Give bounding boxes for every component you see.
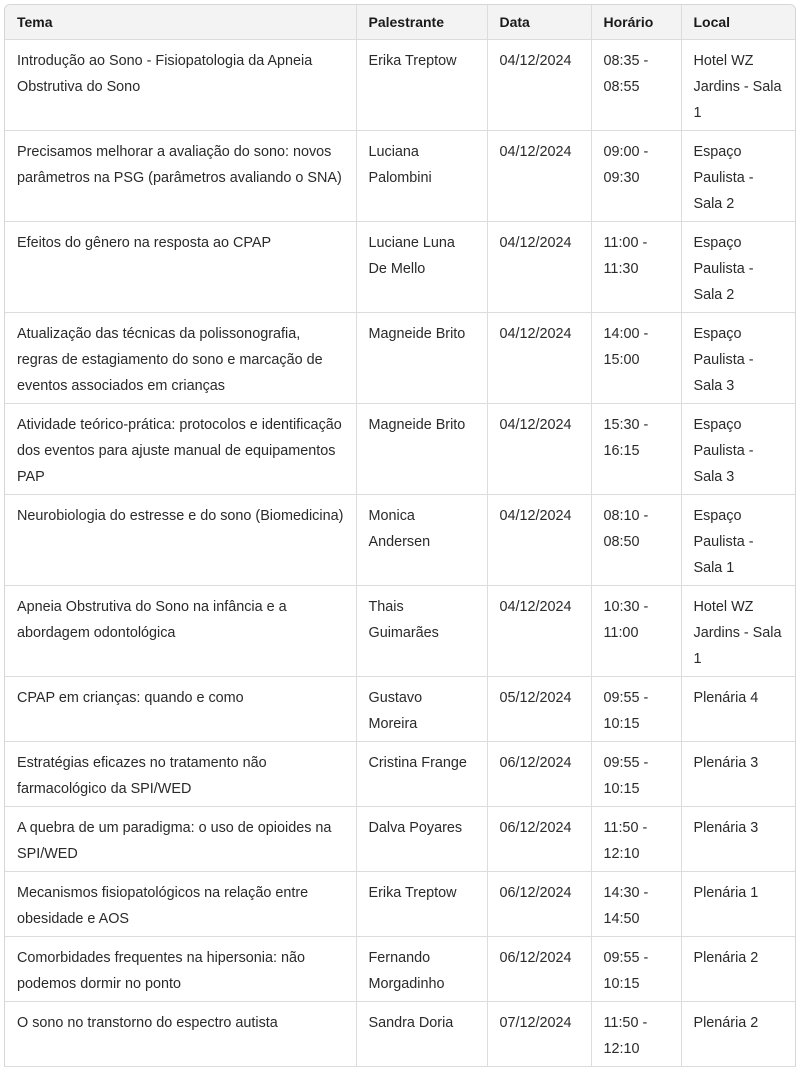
- cell-data: 04/12/2024: [487, 222, 591, 313]
- cell-palestrante: Erika Treptow: [356, 872, 487, 937]
- cell-horario: 08:35 - 08:55: [591, 40, 681, 131]
- cell-horario: 09:55 - 10:15: [591, 742, 681, 807]
- table-header-row: [5, 5, 795, 40]
- schedule-table: [5, 5, 795, 1067]
- table-row: [5, 40, 795, 131]
- cell-local: Plenária 4: [681, 677, 795, 742]
- table-row: [5, 586, 795, 677]
- cell-horario: 09:00 - 09:30: [591, 131, 681, 222]
- table-row: [5, 313, 795, 404]
- cell-palestrante: Gustavo Moreira: [356, 677, 487, 742]
- header-tema: Tema: [5, 5, 356, 40]
- cell-local: Espaço Paulista - Sala 3: [681, 313, 795, 404]
- cell-data: 04/12/2024: [487, 404, 591, 495]
- cell-palestrante: Erika Treptow: [356, 40, 487, 131]
- cell-data: 07/12/2024: [487, 1002, 591, 1067]
- cell-tema: CPAP em crianças: quando e como: [5, 677, 356, 742]
- table-row: [5, 677, 795, 742]
- table-row: [5, 495, 795, 586]
- cell-tema: O sono no transtorno do espectro autista: [5, 1002, 356, 1067]
- cell-local: Espaço Paulista - Sala 2: [681, 131, 795, 222]
- header-palestrante: Palestrante: [356, 5, 487, 40]
- cell-data: 04/12/2024: [487, 131, 591, 222]
- cell-horario: 14:00 - 15:00: [591, 313, 681, 404]
- cell-tema: Introdução ao Sono - Fisiopatologia da Apneia Obstrutiva do Sono: [5, 40, 356, 131]
- table-row: [5, 222, 795, 313]
- cell-horario: 11:00 - 11:30: [591, 222, 681, 313]
- cell-data: 04/12/2024: [487, 495, 591, 586]
- cell-palestrante: Dalva Poyares: [356, 807, 487, 872]
- cell-local: Plenária 1: [681, 872, 795, 937]
- cell-data: 04/12/2024: [487, 586, 591, 677]
- cell-local: Espaço Paulista - Sala 1: [681, 495, 795, 586]
- cell-tema: Neurobiologia do estresse e do sono (Biomedicina): [5, 495, 356, 586]
- cell-tema: A quebra de um paradigma: o uso de opioides na SPI/WED: [5, 807, 356, 872]
- cell-palestrante: Magneide Brito: [356, 313, 487, 404]
- cell-horario: 14:30 - 14:50: [591, 872, 681, 937]
- cell-palestrante: Monica Andersen: [356, 495, 487, 586]
- cell-horario: 11:50 - 12:10: [591, 1002, 681, 1067]
- cell-tema: Precisamos melhorar a avaliação do sono: novos parâmetros na PSG (parâmetros avaliando o SNA): [5, 131, 356, 222]
- cell-horario: 08:10 - 08:50: [591, 495, 681, 586]
- cell-local: Hotel WZ Jardins - Sala 1: [681, 586, 795, 677]
- cell-local: Plenária 3: [681, 807, 795, 872]
- table-row: [5, 807, 795, 872]
- header-horario: Horário: [591, 5, 681, 40]
- header-data: Data: [487, 5, 591, 40]
- cell-data: 06/12/2024: [487, 807, 591, 872]
- cell-data: 06/12/2024: [487, 937, 591, 1002]
- cell-local: Espaço Paulista - Sala 2: [681, 222, 795, 313]
- table-row: [5, 1002, 795, 1067]
- cell-local: Plenária 2: [681, 1002, 795, 1067]
- cell-horario: 10:30 - 11:00: [591, 586, 681, 677]
- cell-tema: Apneia Obstrutiva do Sono na infância e a abordagem odontológica: [5, 586, 356, 677]
- cell-tema: Atualização das técnicas da polissonografia, regras de estagiamento do sono e marcação de eventos associados em crianças: [5, 313, 356, 404]
- cell-palestrante: Sandra Doria: [356, 1002, 487, 1067]
- cell-data: 06/12/2024: [487, 872, 591, 937]
- cell-data: 04/12/2024: [487, 40, 591, 131]
- table-row: [5, 937, 795, 1002]
- cell-tema: Mecanismos fisiopatológicos na relação entre obesidade e AOS: [5, 872, 356, 937]
- table-row: [5, 742, 795, 807]
- cell-palestrante: Luciana Palombini: [356, 131, 487, 222]
- cell-palestrante: Cristina Frange: [356, 742, 487, 807]
- cell-tema: Atividade teórico-prática: protocolos e identificação dos eventos para ajuste manual de equipamentos PAP: [5, 404, 356, 495]
- cell-local: Plenária 3: [681, 742, 795, 807]
- cell-local: Plenária 2: [681, 937, 795, 1002]
- cell-local: Hotel WZ Jardins - Sala 1: [681, 40, 795, 131]
- schedule-table-container: [4, 4, 796, 1067]
- cell-tema: Comorbidades frequentes na hipersonia: não podemos dormir no ponto: [5, 937, 356, 1002]
- cell-horario: 15:30 - 16:15: [591, 404, 681, 495]
- cell-data: 06/12/2024: [487, 742, 591, 807]
- cell-data: 04/12/2024: [487, 313, 591, 404]
- cell-palestrante: Magneide Brito: [356, 404, 487, 495]
- cell-data: 05/12/2024: [487, 677, 591, 742]
- cell-palestrante: Fernando Morgadinho: [356, 937, 487, 1002]
- cell-horario: 11:50 - 12:10: [591, 807, 681, 872]
- cell-tema: Estratégias eficazes no tratamento não farmacológico da SPI/WED: [5, 742, 356, 807]
- cell-local: Espaço Paulista - Sala 3: [681, 404, 795, 495]
- cell-horario: 09:55 - 10:15: [591, 677, 681, 742]
- cell-horario: 09:55 - 10:15: [591, 937, 681, 1002]
- cell-palestrante: Luciane Luna De Mello: [356, 222, 487, 313]
- cell-palestrante: Thais Guimarães: [356, 586, 487, 677]
- table-row: [5, 404, 795, 495]
- table-row: [5, 131, 795, 222]
- cell-tema: Efeitos do gênero na resposta ao CPAP: [5, 222, 356, 313]
- header-local: Local: [681, 5, 795, 40]
- table-body: [5, 40, 795, 1067]
- table-row: [5, 872, 795, 937]
